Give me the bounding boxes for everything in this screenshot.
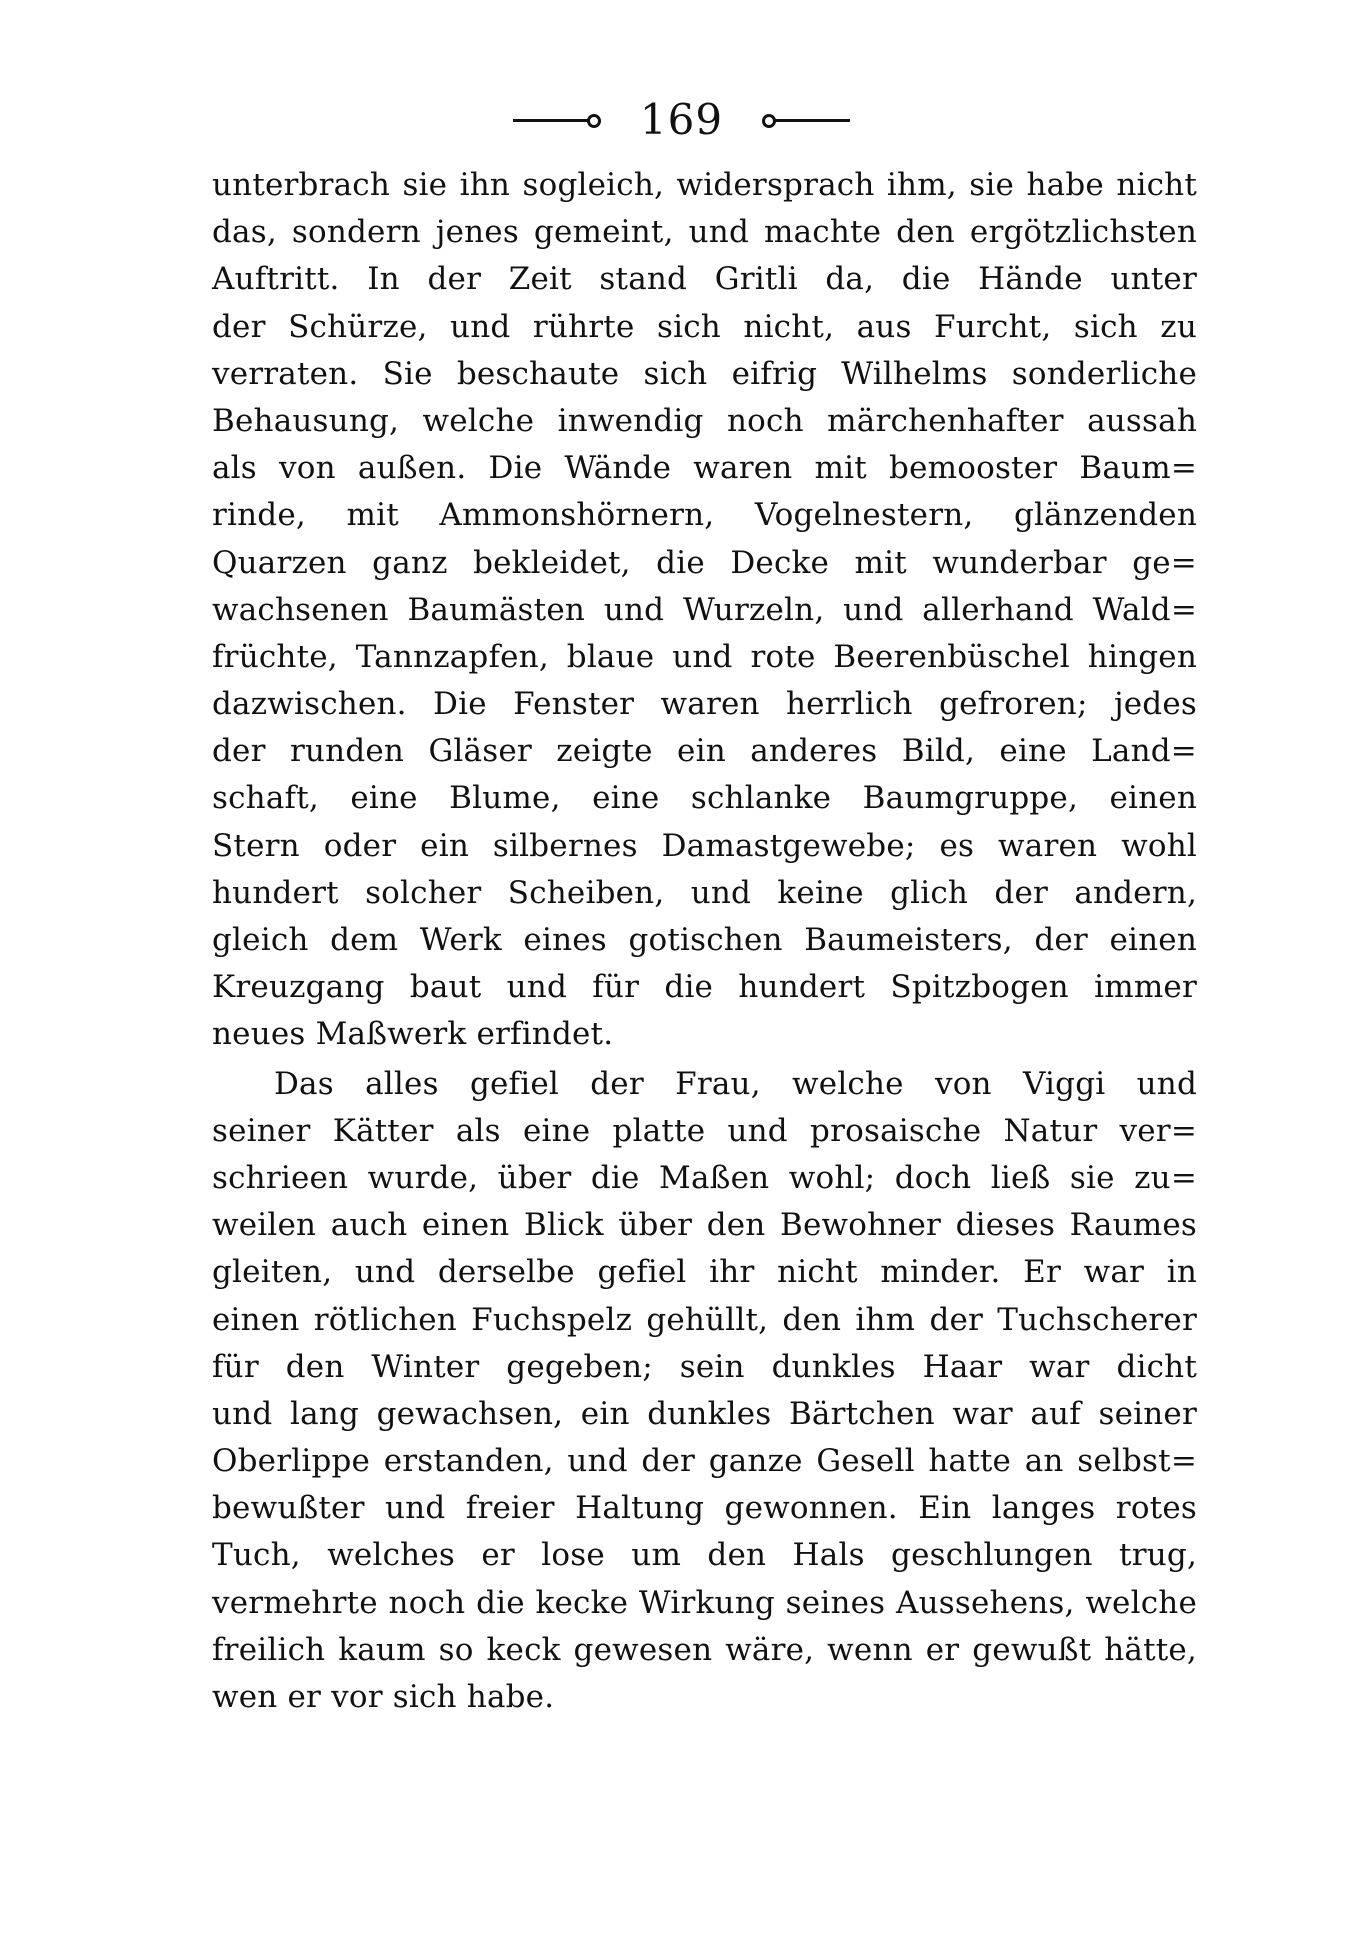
text-line: neues Maßwerk erfindet. [212, 1016, 614, 1053]
text-line: Auftritt. In der Zeit stand Gritli da, die Hände unter [212, 261, 1197, 298]
text-line: gleich dem Werk eines gotischen Baumeisters, der einen [212, 922, 1197, 958]
text-line: vermehrte noch die kecke Wirkung seines Aussehens, welche [212, 1584, 1197, 1621]
text-line: gleiten, und derselbe gefiel ihr nicht minder. Er war in [212, 1254, 1197, 1291]
text-line: früchte, Tannzapfen, blaue und rote Beerenbüschel hingen [212, 638, 1197, 675]
text-line: das, sondern jenes gemeint, und machte den ergötzlichsten [212, 214, 1197, 251]
text-line: hundert solcher Scheiben, und keine glich der andern, [212, 874, 1197, 911]
text-line: wen er vor sich habe. [212, 1679, 555, 1715]
paragraph-1 [212, 162, 1197, 1059]
text-line: verraten. Sie beschaute sich eifrig Wilhelms sonderliche [212, 355, 1197, 392]
text-line: Behausung, welche inwendig noch märchenhafter aussah [212, 402, 1197, 439]
text-line: Kreuzgang baut und für die hundert Spitzbogen immer [212, 969, 1197, 1006]
text-line: Oberlippe erstanden, und der ganze Gesell hatte an selbst= [212, 1443, 1197, 1480]
page-header [0, 92, 1363, 145]
text-line: rinde, mit Ammonshörnern, Vogelnestern, glänzenden [212, 497, 1197, 534]
text-line: Stern oder ein silbernes Damastgewebe; es waren wohl [212, 827, 1197, 864]
text-line: seiner Kätter als eine platte und prosaische Natur ver= [212, 1112, 1197, 1149]
text-line: als von außen. Die Wände waren mit bemooster Baum= [212, 450, 1197, 487]
text-line: einen rötlichen Fuchspelz gehüllt, den ihm der Tuchscherer [212, 1301, 1197, 1338]
text-line: schrieen wurde, über die Maßen wohl; doch ließ sie zu= [212, 1159, 1197, 1196]
text-line: Quarzen ganz bekleidet, die Decke mit wunderbar ge= [212, 544, 1197, 581]
text-line: der Schürze, und rührte sich nicht, aus Furcht, sich zu [212, 308, 1197, 345]
text-line: bewußter und freier Haltung gewonnen. Ein langes rotes [212, 1490, 1197, 1527]
text-line: unterbrach sie ihn sogleich, widersprach ihm, sie habe nicht [212, 167, 1197, 203]
text-line: und lang gewachsen, ein dunkles Bärtchen war auf seiner [212, 1395, 1197, 1432]
paragraph-2 [212, 1061, 1197, 1722]
body-text [212, 162, 1197, 1721]
header-ornament-right [772, 119, 850, 122]
text-line: Das alles gefiel der Frau, welche von Viggi und [274, 1065, 1197, 1102]
header-ornament-left [513, 119, 591, 122]
text-line: für den Winter gegeben; sein dunkles Haar war dicht [212, 1348, 1197, 1385]
text-line: der runden Gläser zeigte ein anderes Bild, eine Land= [212, 733, 1197, 770]
text-line: Tuch, welches er lose um den Hals geschlungen trug, [212, 1537, 1197, 1574]
text-line: weilen auch einen Blick über den Bewohner dieses Raumes [212, 1207, 1197, 1244]
text-line: freilich kaum so keck gewesen wäre, wenn er gewußt hätte, [212, 1631, 1197, 1668]
text-line: dazwischen. Die Fenster waren herrlich gefroren; jedes [212, 686, 1197, 723]
text-line: schaft, eine Blume, eine schlanke Baumgruppe, einen [212, 780, 1197, 817]
page-number: 169 [639, 95, 724, 144]
text-line: wachsenen Baumästen und Wurzeln, und allerhand Wald= [212, 591, 1197, 628]
